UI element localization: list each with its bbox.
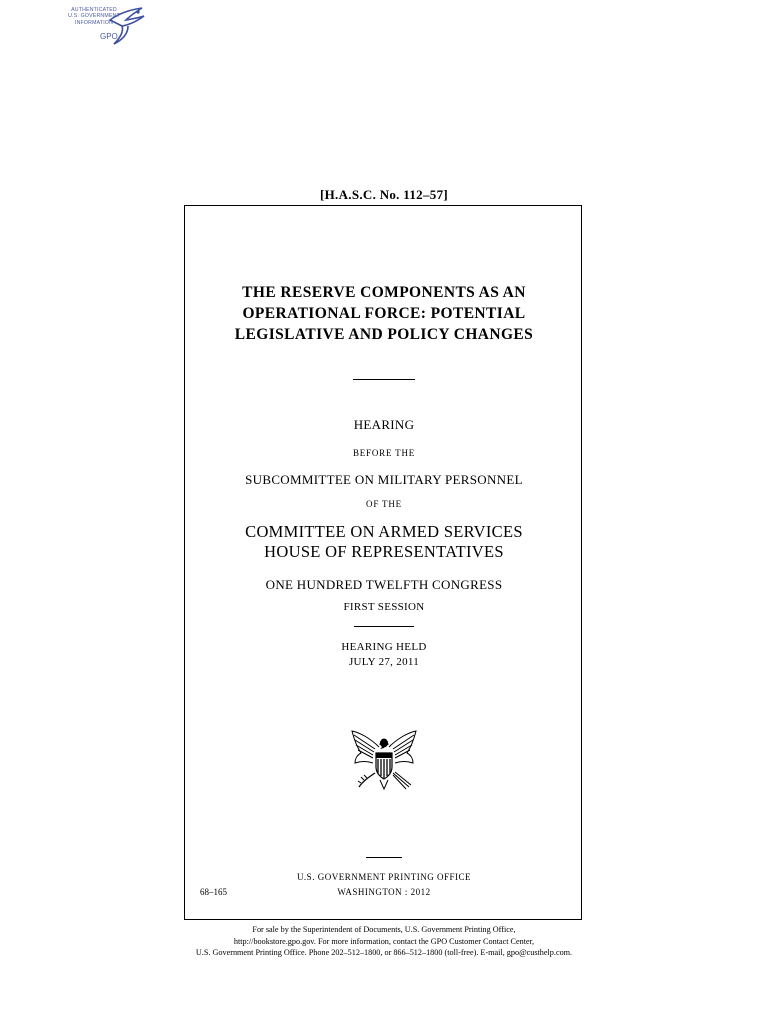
divider-rule (353, 379, 415, 380)
sales-footer (0, 924, 768, 959)
committee-line: COMMITTEE ON ARMED SERVICES (245, 522, 523, 541)
printing-office-label: U.S. GOVERNMENT PRINTING OFFICE (296, 872, 472, 882)
hearing-label: HEARING (353, 417, 415, 432)
hearing-held-label: HEARING HELD (341, 641, 427, 653)
subcommittee-name: SUBCOMMITTEE ON MILITARY PERSONNEL (245, 472, 523, 487)
of-the-label: OF THE (366, 499, 402, 509)
great-seal-eagle-icon (349, 725, 419, 793)
logo-line-authenticated: AUTHENTICATED (71, 7, 117, 13)
footer-line: http://bookstore.gpo.gov. For more information, contact the GPO Customer Contact Center, (233, 936, 535, 946)
committee-name (0, 522, 768, 562)
before-the-label: BEFORE THE (352, 448, 416, 458)
divider-rule (354, 626, 414, 627)
job-number: 68–165 (200, 887, 227, 897)
logo-line-us-government: U.S. GOVERNMENT (68, 13, 120, 20)
footer-line: For sale by the Superintendent of Documents, U.S. Government Printing Office, (252, 925, 516, 934)
publication-place-date: WASHINGTON : 2012 (337, 887, 431, 897)
committee-line: HOUSE OF REPRESENTATIVES (264, 542, 504, 561)
hearing-date: JULY 27, 2011 (348, 656, 420, 668)
divider-rule (366, 857, 402, 858)
title-line: THE RESERVE COMPONENTS AS AN (242, 284, 526, 301)
logo-line-information: INFORMATION (74, 19, 114, 26)
title-line: LEGISLATIVE AND POLICY CHANGES (234, 326, 534, 343)
hasc-number: [H.A.S.C. No. 112–57] (320, 187, 448, 202)
hearing-title (0, 282, 768, 345)
session-label: FIRST SESSION (343, 601, 425, 613)
hearing-held (0, 640, 768, 670)
gpo-authenticated-logo (62, 6, 148, 48)
eagle-logo-icon (102, 6, 146, 48)
footer-line: U.S. Government Printing Office. Phone 202–512–1800, or 866–512–1800 (toll-free). E-mail, gpo@custhelp.com. (195, 948, 573, 957)
logo-gpo-text: GPO (100, 32, 118, 41)
title-line: OPERATIONAL FORCE: POTENTIAL (242, 305, 526, 322)
congress-label: ONE HUNDRED TWELFTH CONGRESS (265, 577, 503, 592)
